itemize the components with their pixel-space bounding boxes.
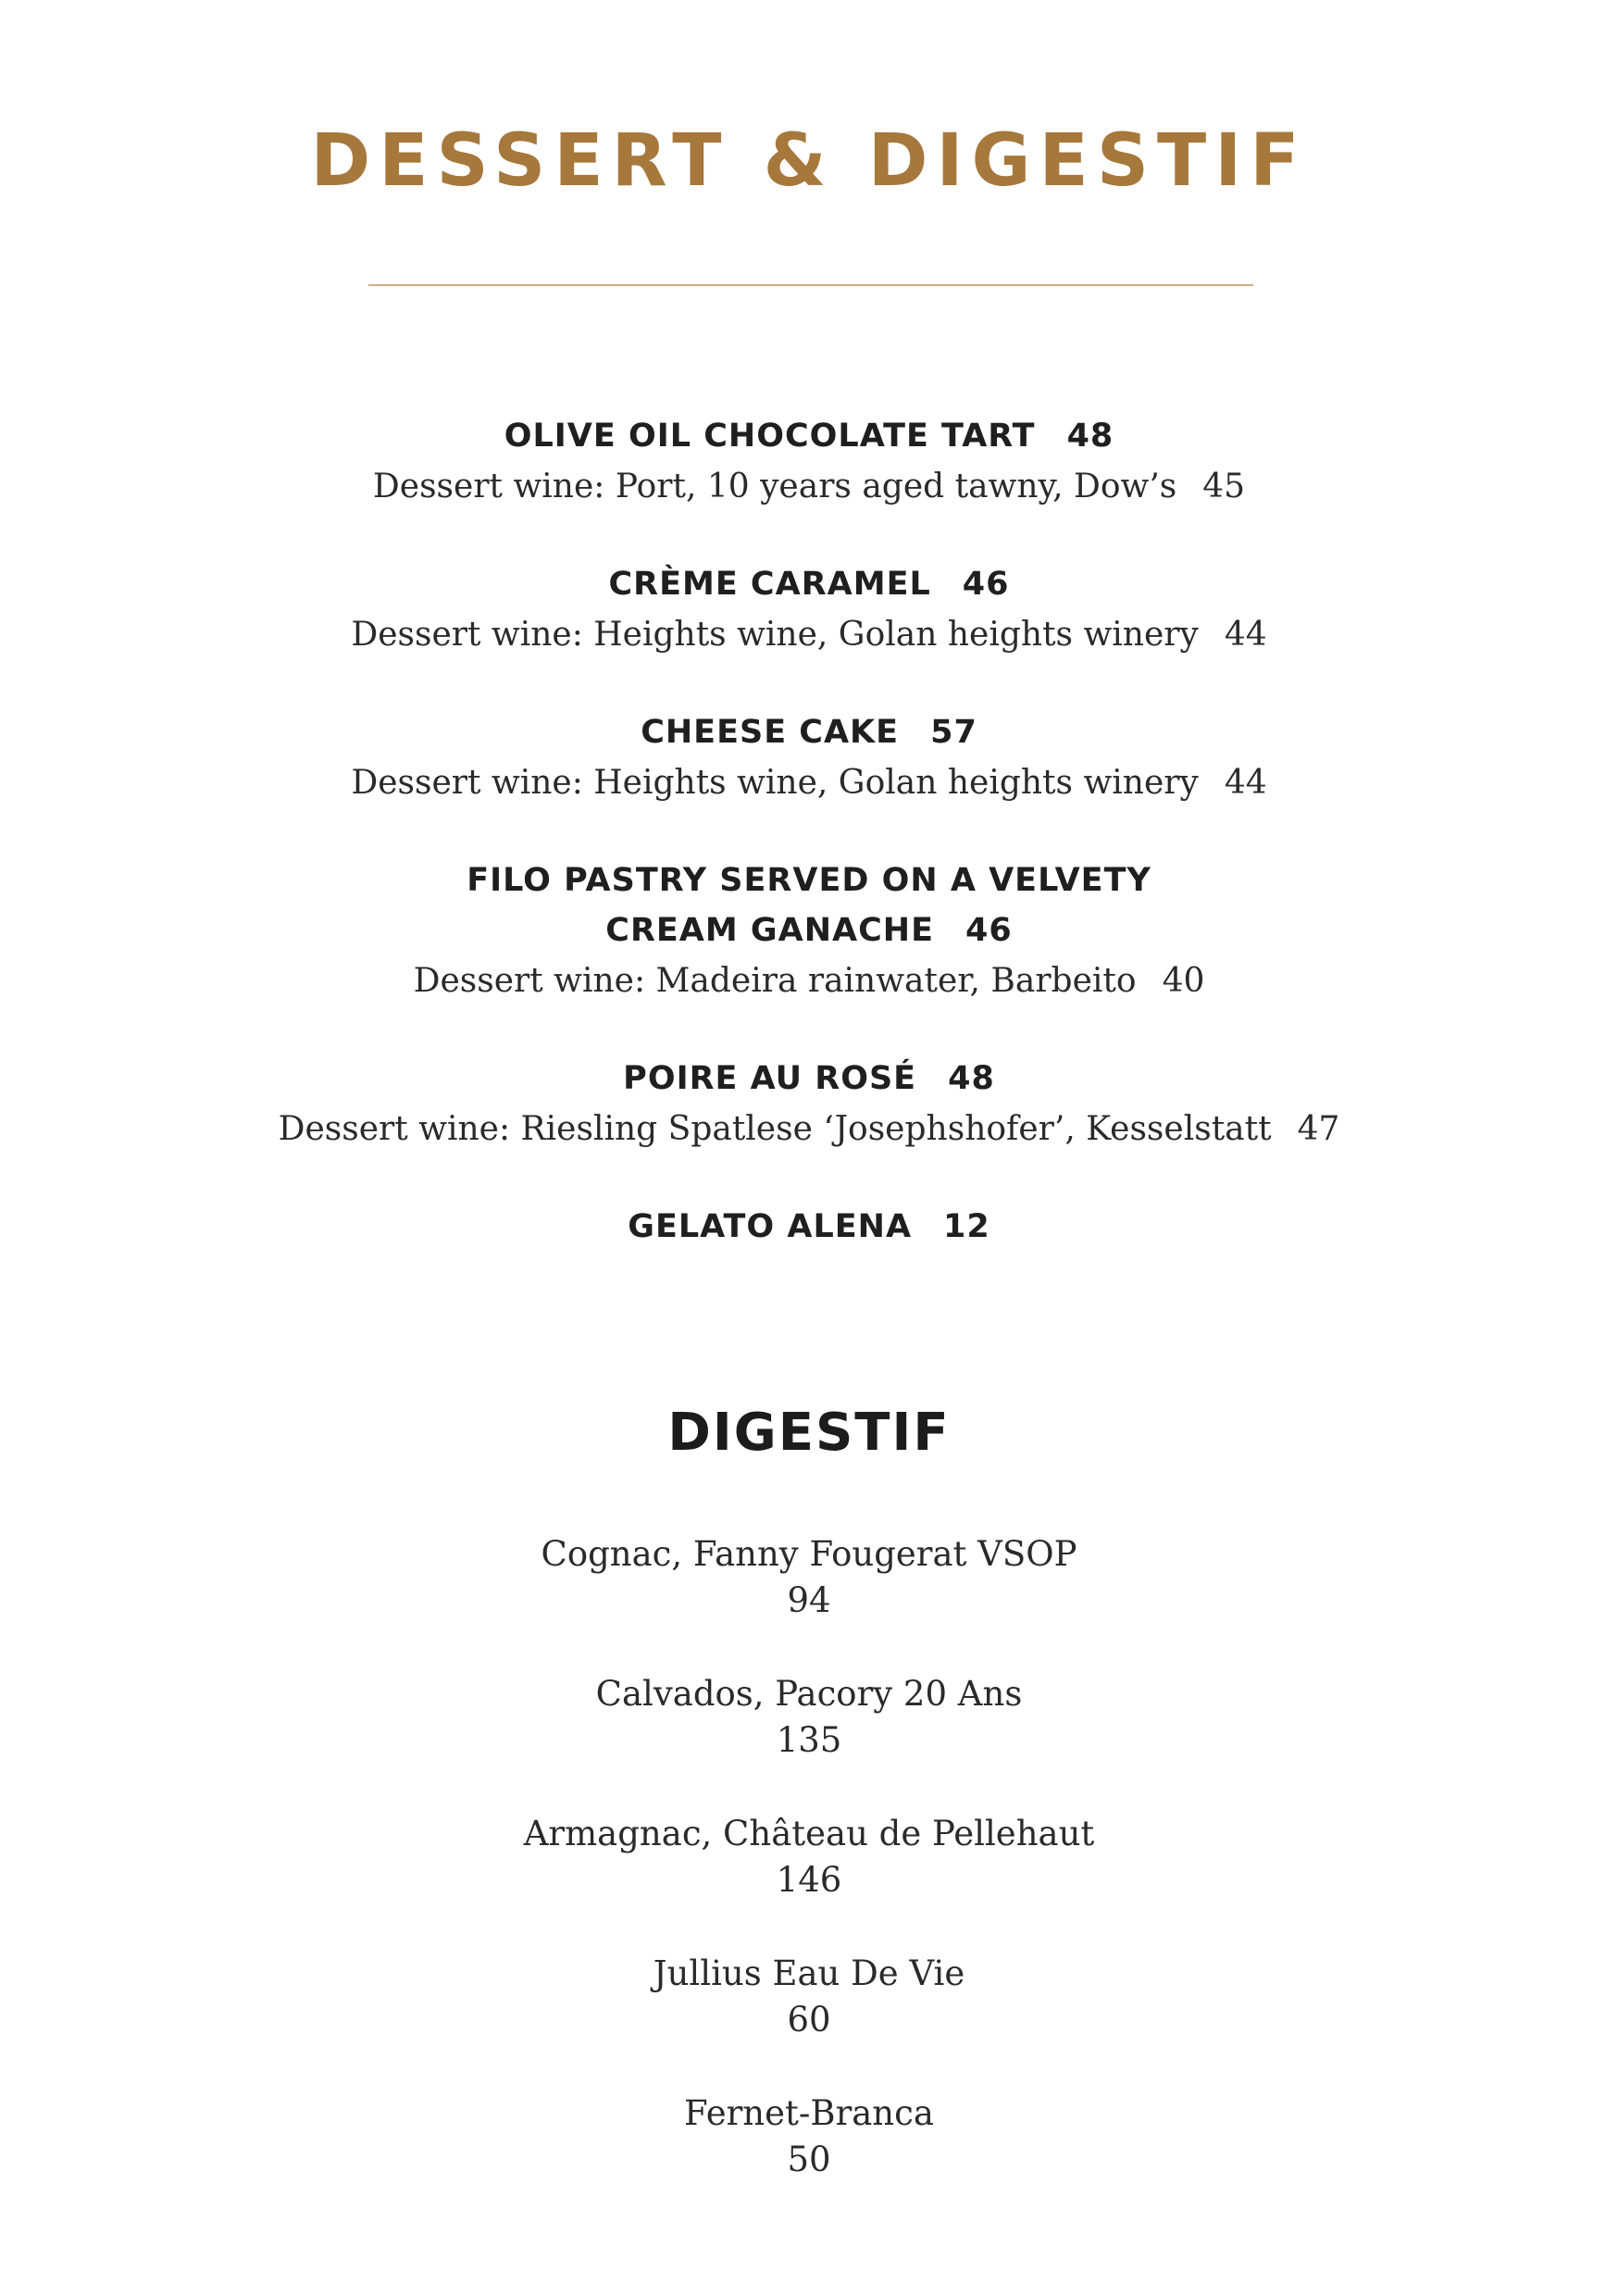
wine-name: Dessert wine: Madeira rainwater, Barbeito bbox=[413, 962, 1137, 1000]
wine-name: Dessert wine: Heights wine, Golan heights winery bbox=[351, 764, 1199, 802]
wine-pairing bbox=[0, 955, 1618, 1007]
page-title: DESSERT & DIGESTIF bbox=[310, 119, 1308, 203]
wine-price: 44 bbox=[1224, 764, 1267, 802]
digestif-name: Cognac, Fanny Fougerat VSOP bbox=[541, 1534, 1077, 1574]
wine-pairing bbox=[0, 757, 1618, 809]
digestif-name: Armagnac, Château de Pellehaut bbox=[523, 1814, 1095, 1853]
wine-pairing bbox=[0, 1104, 1618, 1155]
digestif-name: Fernet-Branca bbox=[684, 2093, 934, 2133]
digestif-name: Calvados, Pacory 20 Ans bbox=[595, 1674, 1023, 1714]
dessert-name-line bbox=[0, 707, 1618, 757]
wine-price: 47 bbox=[1297, 1110, 1340, 1148]
dessert-item bbox=[0, 411, 1618, 513]
digestif-item bbox=[0, 2090, 1618, 2183]
dessert-name: GELATO ALENA bbox=[628, 1208, 913, 1245]
dessert-price: 48 bbox=[1066, 418, 1114, 455]
dessert-item bbox=[0, 559, 1618, 661]
dessert-price: 46 bbox=[962, 566, 1010, 603]
digestif-item bbox=[0, 1671, 1618, 1764]
dessert-name-line bbox=[0, 411, 1618, 461]
wine-pairing bbox=[0, 609, 1618, 661]
dessert-name: OLIVE OIL CHOCOLATE TART bbox=[504, 418, 1036, 455]
digestif-price: 94 bbox=[787, 1580, 831, 1620]
dessert-price: 48 bbox=[948, 1060, 995, 1097]
dessert-list bbox=[0, 411, 1618, 1298]
wine-pairing bbox=[0, 461, 1618, 513]
wine-name: Dessert wine: Port, 10 years aged tawny, Dow’s bbox=[372, 468, 1177, 505]
wine-name: Dessert wine: Heights wine, Golan heights winery bbox=[351, 616, 1199, 654]
wine-price: 45 bbox=[1202, 468, 1246, 505]
dessert-item bbox=[0, 855, 1618, 1007]
dessert-price: 12 bbox=[943, 1208, 990, 1245]
dessert-price: 57 bbox=[930, 714, 977, 751]
wine-name: Dessert wine: Riesling Spatlese ‘Josephshofer’, Kesselstatt bbox=[278, 1110, 1272, 1148]
wine-price: 40 bbox=[1162, 962, 1205, 1000]
digestif-price: 50 bbox=[787, 2140, 831, 2179]
digestif-list bbox=[0, 1531, 1618, 2230]
title-divider bbox=[368, 284, 1253, 286]
digestif-price: 135 bbox=[776, 1720, 842, 1760]
digestif-price: 146 bbox=[776, 1860, 842, 1900]
wine-price: 44 bbox=[1224, 616, 1267, 654]
dessert-item bbox=[0, 1202, 1618, 1252]
dessert-price: 46 bbox=[965, 912, 1013, 949]
digestif-heading: DIGESTIF bbox=[667, 1403, 951, 1463]
digestif-item bbox=[0, 1811, 1618, 1903]
dessert-name: FILO PASTRY SERVED ON A VELVETY CREAM GANACHE bbox=[467, 862, 1151, 949]
dessert-name: CHEESE CAKE bbox=[641, 714, 900, 751]
dessert-item bbox=[0, 707, 1618, 809]
dessert-name-line bbox=[0, 1054, 1618, 1104]
dessert-name-line bbox=[0, 559, 1618, 609]
digestif-price: 60 bbox=[787, 2000, 831, 2040]
dessert-name: CRÈME CARAMEL bbox=[608, 566, 931, 603]
dessert-name-line bbox=[0, 1202, 1618, 1252]
digestif-item bbox=[0, 1531, 1618, 1624]
digestif-item bbox=[0, 1951, 1618, 2043]
digestif-name: Jullius Eau De Vie bbox=[653, 1953, 965, 1993]
dessert-name: POIRE AU ROSÉ bbox=[623, 1060, 917, 1097]
dessert-item bbox=[0, 1054, 1618, 1155]
dessert-name-line bbox=[457, 855, 1161, 955]
